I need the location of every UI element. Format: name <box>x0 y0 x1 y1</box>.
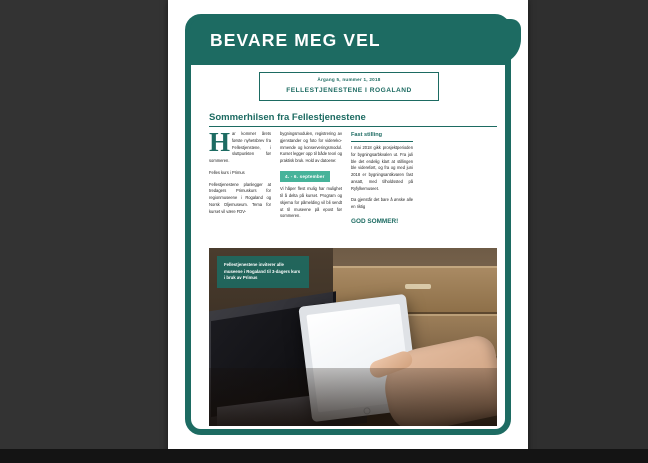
masthead-swoosh-shape <box>491 19 521 65</box>
col3-subheading: Fast stilling <box>351 132 383 138</box>
col2-paragraph-2: Vi håper flest mulig har mulighet til å delta på kurset. Program og skjema for påmelding vil bli sendt ut til museene på epost før sommeren. <box>280 186 342 219</box>
bottom-strip <box>0 449 648 463</box>
col1-subtitle: Felles kurs i Primus <box>209 169 245 175</box>
column-three <box>351 131 413 228</box>
column-two <box>280 131 342 228</box>
document-page <box>168 0 528 463</box>
column-one <box>209 127 271 228</box>
article-columns <box>209 127 499 228</box>
article-headline: Sommerhilsen fra Fellestjenestene <box>209 112 366 123</box>
organization-name: FELLESTJENESTENE I ROGALAND <box>286 87 412 94</box>
col3-subheading-divider <box>351 141 413 142</box>
col1-paragraph-2: Fellestjenestene planlegger at tredagers Primuskurs for regionmuseene i Rogaland og Norsk Oljemuseum. Tema for kurset vil være FDV- <box>209 181 271 214</box>
right-background-panel <box>528 0 648 463</box>
photo-drawer-handle <box>405 284 431 289</box>
col2-paragraph-1: bygningsmodulen, registrering av gjenstander og foto for viderekommende og konserveringsmodul. Kurset legger opp til både teori og praktisk bruk. Hold av datoene: <box>280 131 342 163</box>
masthead-title: BEVARE MEG VEL <box>210 30 381 50</box>
col1-paragraph-1 <box>209 127 271 165</box>
photo-caption: Fellestjenestene inviterer alle museene i Rogaland til 3-dagers kurs i bruk av Primus <box>217 256 309 288</box>
col1-paragraph-1-text: ar kommer årets første nyhetsbrev fra Fellestjenstene, i sluttpunkten før sommeren. <box>209 131 271 163</box>
newsletter-frame <box>185 14 511 435</box>
issue-line: Årgang 5, nummer 1, 2018 <box>317 77 381 82</box>
masthead-bar <box>190 19 506 65</box>
sign-off-text: GOD SOMMER! <box>351 217 399 225</box>
photo-bottom-shadow <box>209 368 497 426</box>
left-background-panel <box>0 0 168 463</box>
issue-info-box <box>259 72 439 101</box>
article-photo <box>209 248 497 426</box>
date-badge: 4. - 6. september <box>280 171 330 183</box>
col3-paragraph-2: Da gjenstår det bare å ønske alle en riktig <box>351 197 413 210</box>
col3-paragraph-1: I mai 2018 gikk prosjektperioden for bygningsarbkvalen ut. Fra juli ble det endelig klart at stillingen ble videreført, og fra og med juni 2018 er bygningsantikvaren fast ansatt, med tilholdssted på Ryfylkemuseet. <box>351 145 413 191</box>
headline-divider <box>209 126 497 127</box>
drop-cap: H <box>209 127 231 157</box>
